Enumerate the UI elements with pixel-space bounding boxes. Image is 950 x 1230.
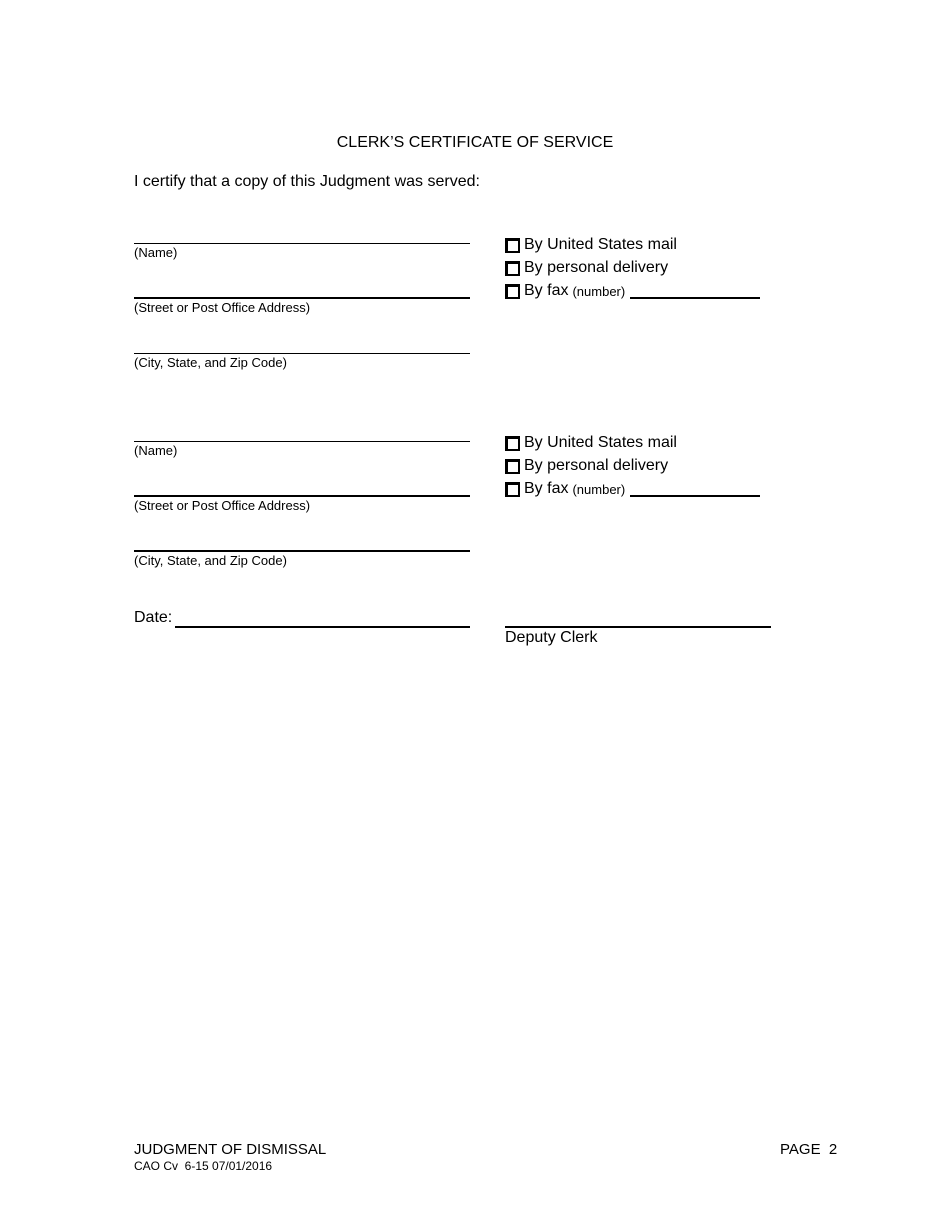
footer-page-number: PAGE 2 <box>780 1141 838 1158</box>
date-field[interactable] <box>175 626 470 628</box>
city-label-1: (City, State, and Zip Code) <box>134 355 287 370</box>
personal-label-2: By personal delivery <box>524 457 669 474</box>
option-mail-1[interactable] <box>505 235 677 255</box>
personal-checkbox-2[interactable] <box>505 459 520 474</box>
name-field-1[interactable] <box>134 243 470 244</box>
option-personal-2[interactable] <box>505 456 668 476</box>
footer-form-code: CAO Cv 6-15 07/01/2016 <box>134 1159 273 1173</box>
fax-number-label-1: (number) <box>572 283 626 299</box>
name-field-2[interactable] <box>134 441 470 442</box>
page-title: CLERK’S CERTIFICATE OF SERVICE <box>336 134 614 151</box>
city-field-1[interactable] <box>134 353 470 354</box>
mail-label-1: By United States mail <box>524 236 677 253</box>
street-label-1: (Street or Post Office Address) <box>134 300 311 315</box>
deputy-clerk-label: Deputy Clerk <box>505 629 598 646</box>
city-field-2[interactable] <box>134 550 470 552</box>
deputy-clerk-signature-line[interactable] <box>505 626 771 628</box>
street-field-2[interactable] <box>134 495 470 497</box>
fax-number-field-1[interactable] <box>630 283 760 299</box>
fax-checkbox-2[interactable] <box>505 482 520 497</box>
date-label: Date: <box>134 609 173 626</box>
option-personal-1[interactable] <box>505 258 668 278</box>
option-fax-1[interactable] <box>505 281 760 301</box>
street-label-2: (Street or Post Office Address) <box>134 498 311 513</box>
street-field-1[interactable] <box>134 297 470 299</box>
fax-checkbox-1[interactable] <box>505 284 520 299</box>
mail-label-2: By United States mail <box>524 434 677 451</box>
personal-label-1: By personal delivery <box>524 259 669 276</box>
fax-label-2: By fax <box>524 480 569 497</box>
fax-label-1: By fax <box>524 282 569 299</box>
name-label-1: (Name) <box>134 245 178 260</box>
certification-statement: I certify that a copy of this Judgment was served: <box>134 173 480 190</box>
fax-number-label-2: (number) <box>572 481 626 497</box>
city-label-2: (City, State, and Zip Code) <box>134 553 287 568</box>
personal-checkbox-1[interactable] <box>505 261 520 276</box>
option-mail-2[interactable] <box>505 433 677 453</box>
fax-number-field-2[interactable] <box>630 481 760 497</box>
option-fax-2[interactable] <box>505 479 760 499</box>
mail-checkbox-2[interactable] <box>505 436 520 451</box>
name-label-2: (Name) <box>134 443 178 458</box>
footer-form-title: JUDGMENT OF DISMISSAL <box>134 1141 327 1158</box>
mail-checkbox-1[interactable] <box>505 238 520 253</box>
